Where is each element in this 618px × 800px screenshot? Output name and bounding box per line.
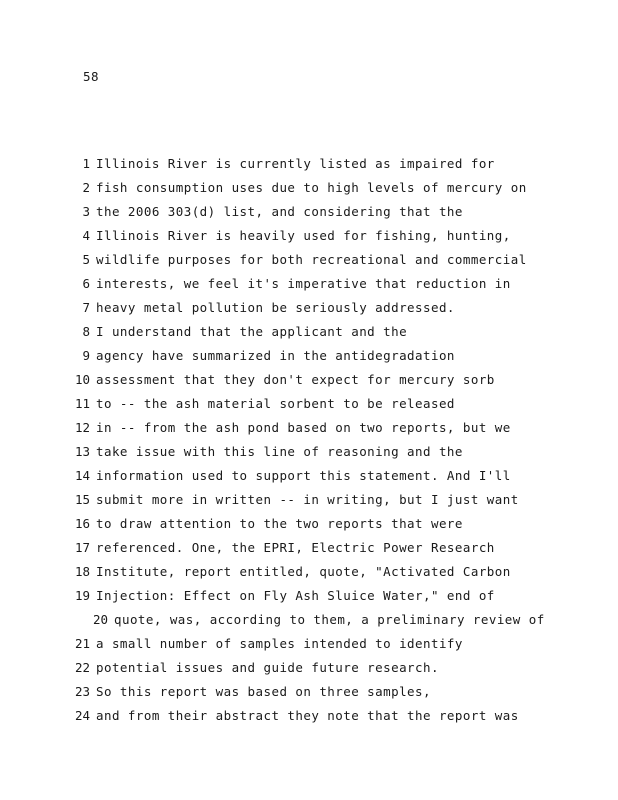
line-number: 7 — [82, 300, 90, 315]
transcript-line — [0, 632, 618, 656]
line-number: 17 — [74, 540, 90, 555]
transcript-lines — [0, 152, 618, 728]
line-text: Injection: Effect on Fly Ash Sluice Water," end of — [96, 588, 495, 603]
line-number: 14 — [74, 468, 90, 483]
transcript-line — [0, 176, 618, 200]
transcript-line — [0, 536, 618, 560]
transcript-line — [0, 560, 618, 584]
line-number: 2 — [82, 180, 90, 195]
transcript-line — [0, 680, 618, 704]
transcript-line — [0, 296, 618, 320]
transcript-line — [0, 464, 618, 488]
line-number: 23 — [74, 684, 90, 699]
line-number: 8 — [82, 324, 90, 339]
line-text: take issue with this line of reasoning and the — [96, 444, 463, 459]
line-text: assessment that they don't expect for mercury sorb — [96, 372, 495, 387]
transcript-line — [0, 704, 618, 728]
line-text: to draw attention to the two reports that were — [96, 516, 463, 531]
line-number: 13 — [74, 444, 90, 459]
line-number: 6 — [82, 276, 90, 291]
transcript-line — [0, 440, 618, 464]
transcript-line — [0, 344, 618, 368]
line-number: 20 — [92, 612, 108, 627]
line-number: 4 — [82, 228, 90, 243]
line-text: the 2006 303(d) list, and considering that the — [96, 204, 463, 219]
transcript-line — [0, 584, 618, 608]
transcript-line — [0, 200, 618, 224]
line-number: 19 — [74, 588, 90, 603]
page-number: 58 — [83, 69, 100, 84]
transcript-line — [0, 488, 618, 512]
line-number: 3 — [82, 204, 90, 219]
transcript-line — [0, 272, 618, 296]
transcript-line — [0, 416, 618, 440]
line-text: information used to support this statement. And I'll — [96, 468, 511, 483]
transcript-line — [0, 248, 618, 272]
transcript-line — [0, 368, 618, 392]
line-number: 12 — [74, 420, 90, 435]
line-number: 22 — [74, 660, 90, 675]
line-text: interests, we feel it's imperative that reduction in — [96, 276, 511, 291]
line-text: Illinois River is currently listed as impaired for — [96, 156, 495, 171]
line-number: 11 — [74, 396, 90, 411]
line-text: Illinois River is heavily used for fishing, hunting, — [96, 228, 511, 243]
transcript-line — [0, 224, 618, 248]
transcript-line — [0, 152, 618, 176]
line-text: and from their abstract they note that the report was — [96, 708, 519, 723]
line-text: a small number of samples intended to identify — [96, 636, 463, 651]
line-number: 21 — [74, 636, 90, 651]
line-text: Institute, report entitled, quote, "Activated Carbon — [96, 564, 511, 579]
line-text: heavy metal pollution be seriously addressed. — [96, 300, 455, 315]
transcript-line — [0, 320, 618, 344]
line-number: 5 — [82, 252, 90, 267]
line-text: potential issues and guide future research. — [96, 660, 439, 675]
line-text: referenced. One, the EPRI, Electric Power Research — [96, 540, 495, 555]
line-number: 15 — [74, 492, 90, 507]
line-number: 16 — [74, 516, 90, 531]
transcript-line — [0, 392, 618, 416]
line-text: submit more in written -- in writing, but I just want — [96, 492, 519, 507]
line-text: in -- from the ash pond based on two reports, but we — [96, 420, 511, 435]
line-number: 9 — [82, 348, 90, 363]
line-text: agency have summarized in the antidegradation — [96, 348, 455, 363]
line-number: 24 — [74, 708, 90, 723]
line-number: 10 — [74, 372, 90, 387]
line-text: So this report was based on three samples, — [96, 684, 431, 699]
line-number: 1 — [82, 156, 90, 171]
transcript-line — [0, 608, 618, 632]
transcript-line — [0, 656, 618, 680]
transcript-line — [0, 512, 618, 536]
line-text: to -- the ash material sorbent to be released — [96, 396, 455, 411]
line-number: 18 — [74, 564, 90, 579]
line-text: I understand that the applicant and the — [96, 324, 408, 339]
line-text: quote, was, according to them, a preliminary review of — [114, 612, 545, 627]
line-text: fish consumption uses due to high levels of mercury on — [96, 180, 527, 195]
line-text: wildlife purposes for both recreational and commercial — [96, 252, 527, 267]
